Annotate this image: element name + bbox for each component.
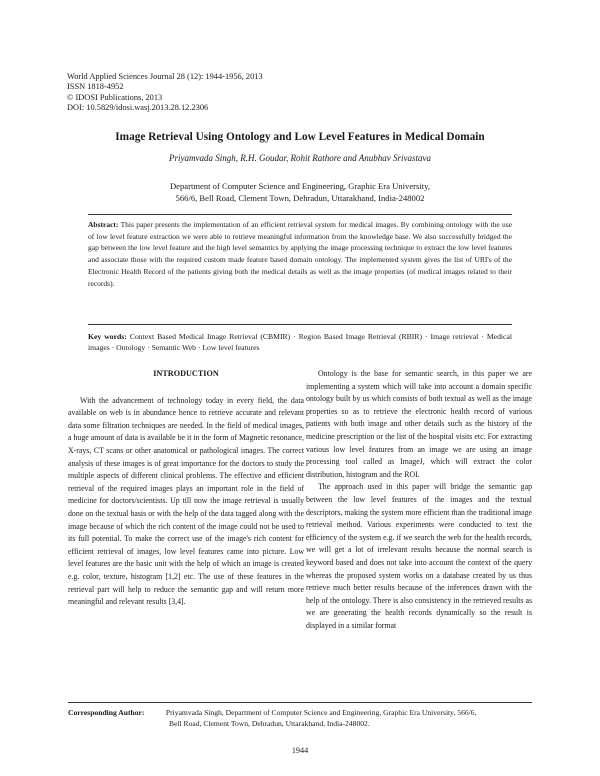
- footnote-rule: [68, 702, 532, 703]
- journal-masthead: [67, 72, 263, 114]
- right-paragraph-2: The approach used in this paper will bridge the semantic gap between the low level features of the images and the textual descriptors, making the system more efficient than the traditional image retrieval method. Various experiments were conducted to test the efficiency of the system e.g. if we search the web for the health records, we will get a lot of irrelevant results because the normal search is keyword based and does not take into account the context of the query whereas the proposed system works on a database created by us thus retrieve much better results because of the inferences drawn with the help of the ontology. There is also consistency in the retrieved results as we are generating the health records dynamically so the result is displayed in a similar format: [306, 482, 532, 630]
- corresponding-author-line-2: Bell Road, Clement Town, Dehradun, Uttarakhand, India-248002.: [169, 719, 370, 729]
- abstract-bottom-rule: [88, 324, 512, 325]
- paper-title: Image Retrieval Using Ontology and Low Level Features in Medical Domain: [115, 131, 485, 143]
- introduction-heading: INTRODUCTION: [153, 369, 219, 378]
- corresponding-author-label: Corresponding Author:: [68, 708, 145, 717]
- author-list: Priyamvada Singh, R.H. Goudar, Rohit Rathore and Anubhav Srivastava: [169, 153, 431, 163]
- affiliation-line-2: 566/6, Bell Road, Clement Town, Dehradun, Uttarakhand, India-248002: [175, 193, 425, 203]
- affiliation-line-1: Department of Computer Science and Engineering, Graphic Era University,: [169, 181, 431, 191]
- abstract-top-rule: [88, 214, 512, 215]
- abstract-text: This paper presents the implementation of an efficient retrieval system for medical images. By combining ontology with the use of low level feature extraction we were able to retrieve meaningful information from the knowledge base. We also successfully bridged the gap between the low level feature and the high level semantics by applying the image processing technique to extract the low level features and associate those with the required custom made feature based domain ontology. The implemented system gives the list of URI's of the Electronic Health Record of the patients giving both the medical details as well as the image properties (of medical images related to their records).: [88, 220, 512, 288]
- affiliation: [80, 180, 520, 204]
- left-column: [68, 368, 304, 609]
- doi: DOI: 10.5829/idosi.wasj.2013.28.12.2306: [67, 103, 209, 113]
- corresponding-author: [68, 707, 538, 729]
- intro-paragraph-1: With the advancement of technology today in every field, the data available on web is in abundance hence to retrieve accurate and relevant data some filtration techniques are needed. In the field of medical images, a huge amount of data is available be it in the form of Magnetic resonance, X-rays, CT scans or other anatomical or pathological images. The correct analysis of these images is of great importance for the doctors to study the multiple aspects of different clinical problems. The effective and efficient retrieval of the required images plays an important role in the field of medicine for doctors/scientists. Up till now the image retrieval is usually done on the textual basis or with the help of the data tagged along with the image because of which the rich content of the image could not be used to its full potential. To make the correct use of the image's rich content for efficient retrieval of images, low level features came into picture. Low level features are the basic unit with the help of which an image is created e.g. color, texture, histogram [1,2] etc. The use of these features in the retrieval part will help to reduce the semantic gap and will return more meaningful and relevant results [3,4].: [68, 395, 304, 607]
- copyright: © IDOSI Publications, 2013: [67, 92, 163, 102]
- keywords: [88, 331, 512, 353]
- keywords-text: Context Based Medical Image Retrieval (CBMIR) · Region Based Image Retrieval (RBIR) · Image retrieval · Medical images · Ontology · Semantic Web · Low level features: [88, 332, 513, 352]
- right-paragraph-1: Ontology is the base for semantic search, in this paper we are implementing a system which will take into account a domain specific ontology built by us which consists of both textual as well as the image properties so as to retrieve the electronic health record of various patients with both image and other details such as the history of the medicine prescription or the list of the hospital visits etc. For extracting various low level features from an image we are using an image processing tool called as ImageJ, which will extract the color distribution, histogram and the ROI.: [306, 369, 532, 479]
- abstract-label: Abstract:: [88, 220, 119, 229]
- page-number: 1944: [291, 746, 309, 755]
- abstract: [88, 219, 512, 289]
- keywords-label: Key words:: [88, 332, 127, 341]
- journal-citation: World Applied Sciences Journal 28 (12): 1944-1956, 2013: [67, 72, 263, 81]
- issn: ISSN 1818-4952: [67, 82, 124, 92]
- corresponding-author-line-1: Priyamvada Singh, Department of Computer Science and Engineering, Graphic Era University, 566/6,: [165, 708, 477, 717]
- right-column: [306, 368, 532, 632]
